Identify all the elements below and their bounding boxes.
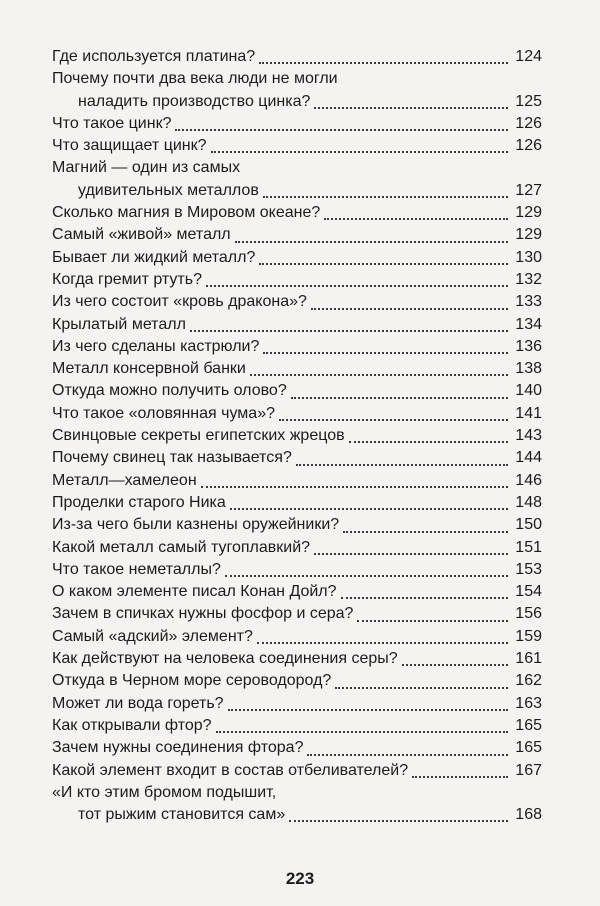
toc-entry (52, 782, 542, 827)
toc-entry-title: Самый «адский» элемент? (52, 627, 253, 645)
toc-entry (52, 470, 542, 492)
dot-leader (343, 521, 508, 533)
dot-leader (296, 454, 508, 466)
toc-entry-page: 129 (515, 226, 542, 244)
toc-entry (52, 693, 542, 715)
toc-entry (52, 380, 542, 402)
toc-entry-page: 140 (515, 382, 542, 400)
toc-entry (52, 157, 542, 202)
toc-entry (52, 537, 542, 559)
toc-entry-page: 133 (515, 293, 542, 311)
toc-entry-title: Из чего состоит «кровь дракона»? (52, 293, 307, 311)
toc-entry-page: 134 (515, 315, 542, 333)
toc-entry-page: 150 (515, 516, 542, 534)
toc-entry-title: Из чего сделаны кастрюли? (52, 337, 260, 355)
toc-entry-title: Что такое неметаллы? (52, 560, 221, 578)
dot-leader (307, 744, 508, 756)
toc-entry (52, 224, 542, 246)
toc-entry-title: Что такое цинк? (52, 114, 172, 132)
toc-entry-page: 141 (515, 404, 542, 422)
dot-leader (291, 387, 508, 399)
toc-entry (52, 514, 542, 536)
toc-entry-page: 143 (515, 427, 542, 445)
toc-entry-title: Как открывали фтор? (52, 716, 212, 734)
toc-entry-title: Зачем нужны соединения фтора? (52, 739, 304, 757)
toc-entry (52, 113, 542, 135)
page-number: 223 (285, 869, 315, 888)
toc-entry-page: 161 (515, 650, 542, 668)
toc-entry (52, 760, 542, 782)
toc-entry-page: 151 (515, 538, 542, 556)
toc-entry-title: Может ли вода гореть? (52, 694, 224, 712)
dot-leader (402, 654, 508, 666)
toc-entry-page: 165 (515, 739, 542, 757)
toc-entry-page: 144 (515, 449, 542, 467)
dot-leader (211, 141, 508, 153)
toc-entry-page: 124 (515, 48, 542, 65)
dot-leader (357, 610, 508, 622)
toc-entry (52, 626, 542, 648)
toc-entry-title: Крылатый металл (52, 315, 186, 333)
toc-entry-last-line (52, 180, 542, 202)
toc-entry-title-line: Почему почти два века люди не могли (52, 70, 338, 88)
toc-entry-title: Какой элемент входит в состав отбеливателей? (52, 761, 409, 779)
dot-leader (257, 632, 508, 644)
toc-entry (52, 358, 542, 380)
toc-entry-page: 154 (515, 583, 542, 601)
toc-entry-page: 127 (515, 181, 542, 199)
dot-leader (206, 275, 508, 287)
toc-entry-title: Бывает ли жидкий металл? (52, 248, 256, 266)
toc-entry-page: 146 (515, 471, 542, 489)
toc-entry-title: Металл—хамелеон (52, 471, 197, 489)
toc-entry (52, 581, 542, 603)
toc-entry-title: Зачем в спичках нужны фосфор и сера? (52, 605, 354, 623)
toc-entry (52, 559, 542, 581)
toc-entry-title: Что такое «оловянная чума»? (52, 404, 275, 422)
dot-leader (190, 320, 508, 332)
toc-entry-page: 162 (515, 672, 542, 690)
toc-entry-page: 159 (515, 627, 542, 645)
toc-entry-title: Металл консервной банки (52, 360, 246, 378)
dot-leader (324, 208, 508, 220)
toc-entry (52, 403, 542, 425)
toc-entry-page: 163 (515, 694, 542, 712)
dot-leader (235, 231, 508, 243)
toc-entry-title: О каком элементе писал Конан Дойл? (52, 583, 337, 601)
toc-entry-title: Откуда можно получить олово? (52, 382, 287, 400)
toc-entry (52, 492, 542, 514)
dot-leader (314, 543, 508, 555)
toc-entry (52, 603, 542, 625)
dot-leader (175, 119, 508, 131)
dot-leader (201, 476, 508, 488)
toc-entry-page: 132 (515, 270, 542, 288)
toc-entry (52, 46, 542, 68)
dot-leader (230, 498, 508, 510)
dot-leader (289, 810, 508, 822)
toc-entry-page: 130 (515, 248, 542, 266)
dot-leader (225, 565, 508, 577)
dot-leader (311, 298, 508, 310)
toc-entry (52, 715, 542, 737)
toc-entry (52, 68, 542, 113)
toc-entry-title: Какой металл самый тугоплавкий? (52, 538, 311, 556)
toc-entry (52, 648, 542, 670)
toc-entry-title: Проделки старого Ника (52, 493, 226, 511)
toc-entry-last-line (52, 91, 542, 113)
toc-entry (52, 737, 542, 759)
toc-entry-title: Самый «живой» металл (52, 226, 231, 244)
toc-entry-title: удивительных металлов (78, 181, 259, 199)
toc-entry (52, 447, 542, 469)
toc-entry-page: 138 (515, 360, 542, 378)
toc-entry (52, 291, 542, 313)
dot-leader (263, 186, 508, 198)
toc-entry-title: наладить производство цинка? (78, 92, 311, 110)
toc-entry-page: 136 (515, 337, 542, 355)
toc-entry-page: 167 (515, 761, 542, 779)
toc-entry (52, 425, 542, 447)
toc-entry-title-line: Магний — один из самых (52, 159, 241, 177)
dot-leader (341, 587, 508, 599)
toc-entry-page: 126 (515, 137, 542, 155)
toc-entry-title: Сколько магния в Мировом океане? (52, 204, 321, 222)
toc-entry-title: Из-за чего были казнены оружейники? (52, 516, 340, 534)
toc-entry (52, 247, 542, 269)
dot-leader (412, 766, 508, 778)
dot-leader (335, 677, 508, 689)
dot-leader (349, 431, 508, 443)
toc-entry (52, 314, 542, 336)
toc-entry-page: 168 (515, 806, 542, 824)
toc-entry-title: Что защищает цинк? (52, 137, 207, 155)
dot-leader (314, 97, 508, 109)
dot-leader (216, 721, 508, 733)
toc-entry-page: 156 (515, 605, 542, 623)
table-of-contents (52, 46, 542, 826)
toc-entry-title: Свинцовые секреты египетских жрецов (52, 427, 345, 445)
toc-entry-title: Где используется платина? (52, 48, 256, 65)
toc-entry-title: Когда гремит ртуть? (52, 270, 202, 288)
toc-entry (52, 670, 542, 692)
toc-entry-page: 148 (515, 493, 542, 511)
toc-entry-page: 165 (515, 716, 542, 734)
toc-entry-title: Откуда в Черном море сероводород? (52, 672, 332, 690)
dot-leader (259, 52, 508, 64)
toc-entry-title-line: «И кто этим бромом подышит, (52, 783, 277, 801)
toc-entry (52, 135, 542, 157)
toc-entry (52, 269, 542, 291)
dot-leader (259, 253, 508, 265)
toc-entry-page: 126 (515, 114, 542, 132)
dot-leader (263, 342, 508, 354)
toc-entry-title: тот рыжим становится сам» (78, 806, 286, 824)
toc-entry-page: 125 (515, 92, 542, 110)
toc-entry-title: Почему свинец так называется? (52, 449, 292, 467)
toc-entry-last-line (52, 804, 542, 826)
toc-entry-title: Как действуют на человека соединения серы? (52, 650, 398, 668)
dot-leader (250, 364, 508, 376)
dot-leader (279, 409, 508, 421)
toc-entry (52, 202, 542, 224)
dot-leader (228, 699, 508, 711)
toc-entry-page: 129 (515, 204, 542, 222)
toc-entry-page: 153 (515, 560, 542, 578)
toc-entry (52, 336, 542, 358)
